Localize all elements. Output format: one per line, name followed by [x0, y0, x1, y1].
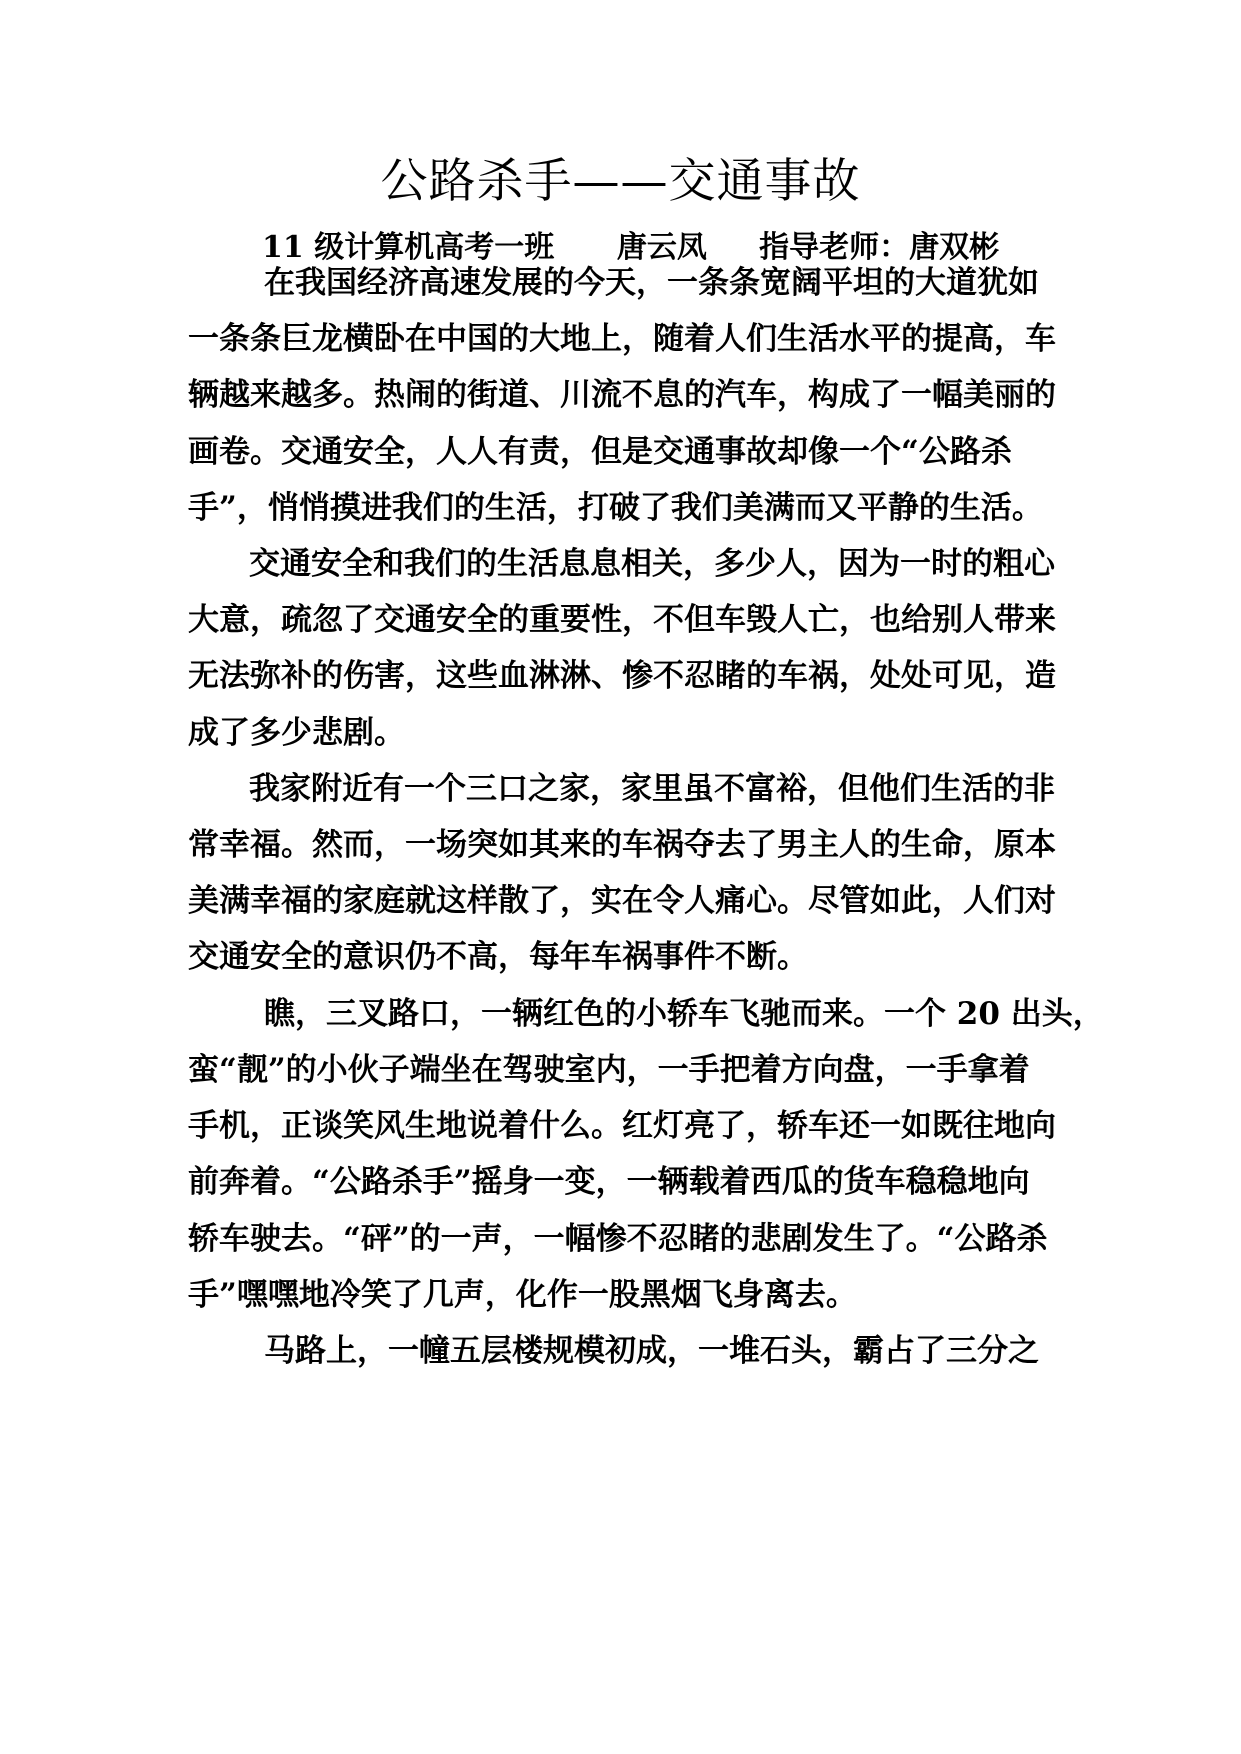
text-line: 轿车驶去。“砰”的一声，一幅惨不忍睹的悲剧发生了。“公路杀 — [188, 1221, 1048, 1257]
text-line: 成了多少悲剧。 — [188, 715, 405, 751]
text-line: 在我国经济高速发展的今天，一条条宽阔平坦的大道犹如 — [264, 265, 1039, 301]
text-line: 一条条巨龙横卧在中国的大地上，随着人们生活水平的提高，车 — [188, 321, 1056, 357]
text-line: 辆越来越多。热闹的街道、川流不息的汽车，构成了一幅美丽的 — [188, 377, 1056, 413]
text-line: 手”嘿嘿地冷笑了几声，化作一股黑烟飞身离去。 — [188, 1277, 857, 1313]
text-line: 前奔着。“公路杀手”摇身一变，一辆载着西瓜的货车稳稳地向 — [188, 1164, 1030, 1200]
text-line: 常幸福。然而，一场突如其来的车祸夺去了男主人的生命，原本 — [188, 827, 1056, 863]
text-line: 交通安全和我们的生活息息相关，多少人，因为一时的粗心 — [249, 546, 1055, 582]
text-line: 蛮“靓”的小伙子端坐在驾驶室内，一手把着方向盘，一手拿着 — [188, 1052, 1030, 1088]
text-line: 无法弥补的伤害，这些血淋淋、惨不忍睹的车祸，处处可见，造 — [188, 658, 1056, 694]
text-line: 手”，悄悄摸进我们的生活，打破了我们美满而又平静的生活。 — [188, 490, 1043, 526]
author-byline: 11 级计算机高考一班 唐云凤 指导老师：唐双彬 — [262, 230, 1000, 265]
text-line: 手机，正谈笑风生地说着什么。红灯亮了，轿车还一如既往地向 — [188, 1108, 1056, 1144]
text-line: 大意，疏忽了交通安全的重要性，不但车毁人亡，也给别人带来 — [188, 602, 1056, 638]
text-line: 马路上，一幢五层楼规模初成，一堆石头，霸占了三分之 — [264, 1333, 1039, 1369]
text-line: 画卷。交通安全，人人有责，但是交通事故却像一个“公路杀 — [188, 434, 1012, 470]
text-line: 交通安全的意识仍不高，每年车祸事件不断。 — [188, 939, 808, 975]
document-title: 公路杀手——交通事故 — [380, 154, 861, 209]
text-line: 美满幸福的家庭就这样散了，实在令人痛心。尽管如此，人们对 — [188, 883, 1056, 919]
text-line: 我家附近有一个三口之家，家里虽不富裕，但他们生活的非 — [249, 771, 1055, 807]
text-line: 瞧，三叉路口，一辆红色的小轿车飞驰而来。一个 20 出头， — [264, 996, 1104, 1032]
